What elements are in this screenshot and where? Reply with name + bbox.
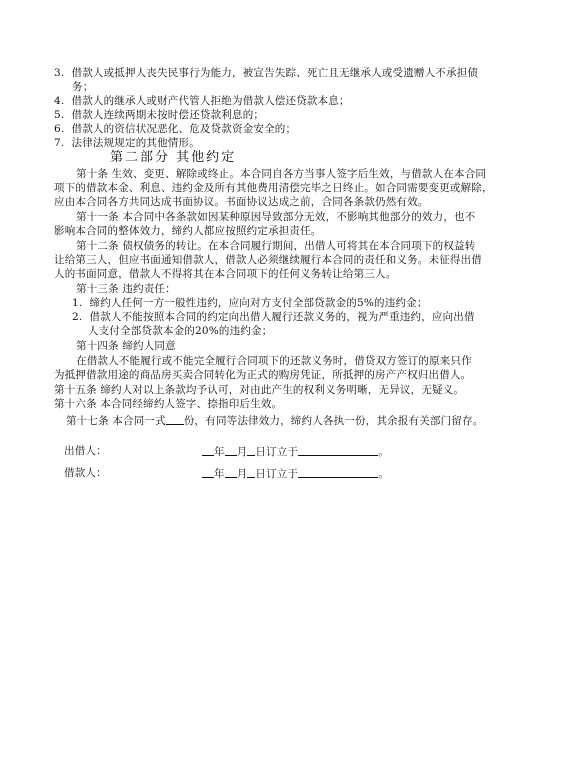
- list-item: 7. 法律法规规定的其他情形。: [54, 137, 200, 149]
- article-14-line: 在借款人不能履行或不能完全履行合同项下的还款义务时，借贷双方签订的原来只作: [76, 355, 472, 367]
- article-13-item: 2. 借款人不能按照本合同的约定向出借人履行还款义务的，视为严重违约，应向出借: [72, 311, 475, 323]
- article-12-line: 第十二条 债权债务的转让。在本合同履行期间，出借人可将其在本合同项下的权益转: [76, 240, 476, 252]
- year-blank: [202, 444, 214, 456]
- list-item: 3. 借款人或抵押人丧失民事行为能力，被宣告失踪、死亡且无继承人或受遗赠人不承担债: [54, 67, 479, 79]
- article-16: 第十六条 本合同经缔约人签字、捺指印后生效。: [54, 398, 283, 410]
- signature-borrower-label: 借款人：: [64, 467, 107, 479]
- place-blank: [298, 444, 378, 456]
- signature-lender-label: 出借人：: [64, 445, 107, 457]
- list-item-continuation: 务；: [72, 81, 94, 93]
- article-12-line: 人的书面同意，借款人不得将其在本合同项下的任何义务转让给第三人。: [54, 268, 397, 280]
- list-item: 6. 借款人的资信状况恶化、危及贷款资金安全的；: [54, 123, 297, 135]
- article-15: 第十五条 缔约人对以上条款均予认可，对由此产生的权利义务明晰，无异议，无疑义。: [54, 384, 465, 396]
- article-12-line: 让给第三人，但应书面通知借款人，借款人必须继续履行本合同的责任和义务。未征得出借: [54, 254, 482, 266]
- place-blank: [298, 466, 378, 478]
- list-item: 4. 借款人的继承人或财产代管人拒绝为借款人偿还贷款本息；: [54, 95, 350, 107]
- article-10-line: 应由本合同各方共同达成书面协议。书面协议达成之前，合同各条款仍然有效。: [54, 196, 429, 208]
- article-10-line: 项下的借款本金、利息、违约金及所有其他费用清偿完毕之日终止。如合同需要变更或解除，: [54, 182, 493, 194]
- article-13-item-continuation: 人支付全部贷款本金的20%的违约金；: [88, 325, 273, 337]
- article-13-item: 1. 缔约人任何一方一般性违约，应向对方支付全部贷款金的5%的违约金；: [72, 297, 428, 309]
- article-17: 第十七条 本合同一式 份，有同等法律效力，缔约人各执一份，其余报有关部门留存。: [66, 415, 484, 427]
- year-blank: [202, 466, 214, 478]
- signature-lender-date: 年 月 日订立于 。: [202, 444, 389, 459]
- copies-blank: [166, 413, 184, 425]
- month-blank: [225, 466, 237, 478]
- article-10-line: 第十条 生效、变更、解除或终止。本合同自各方当事人签字后生效，与借款人在本合同: [76, 168, 487, 180]
- article-13-title: 第十三条 违约责任：: [76, 283, 176, 295]
- article-14-line: 为抵押借款用途的商品房买卖合同转化为正式的购房凭证，所抵押的房产产权归出借人。: [54, 369, 472, 381]
- article-11-line: 影响本合同的整体效力，缔约人都应按照约定承担责任。: [54, 225, 322, 237]
- article-11-line: 第十一条 本合同中各条款如因某种原因导致部分无效，不影响其他部分的效力，也不: [76, 211, 476, 223]
- signature-borrower-date: 年 月 日订立于 。: [202, 466, 389, 481]
- article-14-title: 第十四条 缔约人同意: [76, 340, 176, 352]
- section-heading: 第二部分 其他约定: [110, 150, 237, 165]
- list-item: 5. 借款人连续两期未按时偿还贷款利息的；: [54, 109, 265, 121]
- month-blank: [225, 444, 237, 456]
